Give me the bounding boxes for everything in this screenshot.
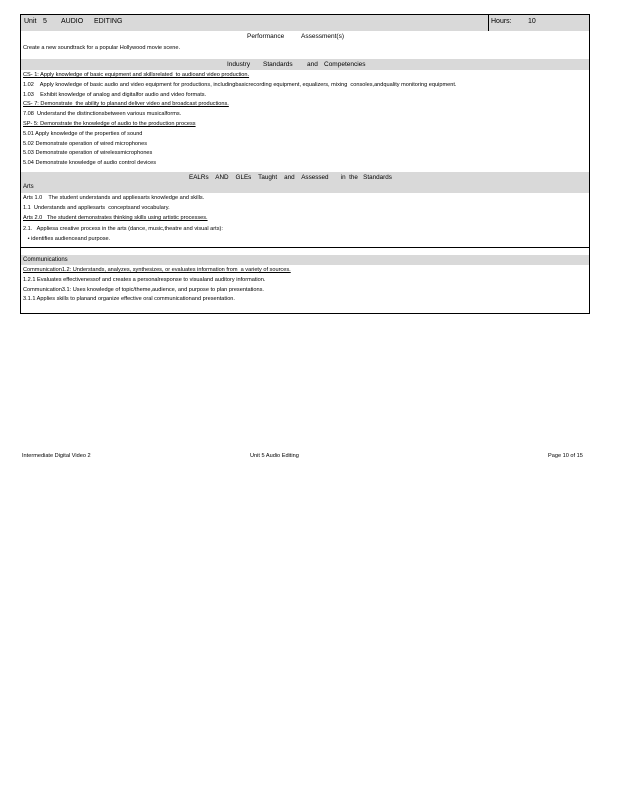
industry-standard-line: CS- 1: Apply knowledge of basic equipment and skillsrelated to audioand video production.: [23, 72, 250, 78]
arts-standard-line: 2.1. Appliesa creative process in the arts (dance, music,theatre and visual arts):: [23, 225, 223, 232]
ealrs-title-band: [21, 172, 589, 193]
communications-standard-line: Communication1.2: Understands, analyzes, synthesizes, or evaluates information from a variety of sources.: [23, 267, 291, 273]
performance-title-2: Assessment(s): [301, 33, 344, 40]
communications-band: [21, 255, 589, 265]
performance-text: Create a new soundtrack for a popular Hollywood movie scene.: [23, 45, 181, 51]
industry-title-band: [21, 59, 589, 70]
unit-document-frame: [20, 14, 590, 314]
industry-standard-line: 5.02 Demonstrate operation of wired microphones: [23, 140, 148, 147]
communications-standard-line: 1.2.1 Evaluates effectivenessof and creates a personalresponse to visualand auditory information.: [23, 276, 266, 283]
industry-title-1: Industry: [227, 61, 251, 68]
industry-standard-line: 1.03 Exhibit knowledge of analog and digitalfor audio and video formats.: [23, 91, 207, 98]
industry-standard-line: 5.04 Demonstrate knowledge of audio control devices: [23, 160, 157, 167]
performance-title-1: Performance: [247, 33, 285, 40]
industry-title-2: Standards: [263, 61, 293, 68]
communications-standard-line: Communication3.1: Uses knowledge of topic/theme,audience, and purpose to plan presentations.: [23, 286, 264, 293]
arts-standard-line: • identifies audienceand purpose.: [23, 235, 111, 242]
arts-label: Arts: [23, 184, 34, 190]
communications-label: Communications: [23, 257, 68, 263]
footer-unit: Unit 5 Audio Editing: [250, 453, 299, 459]
footer-page-number: Page 10 of 15: [548, 453, 583, 459]
industry-standard-line: SP- 5: Demonstrate the knowledge of audio to the production process: [23, 121, 196, 127]
industry-standard-line: CS- 7: Demonstrate the ability to planand deliver video and broadcast productions.: [23, 101, 229, 108]
industry-standard-line: 1.02 Apply knowledge of basic audio and video equipment for productions, includingbasicrecording equipment, equalizers, mixing consoles,andquality monitoring equipment.: [23, 81, 457, 88]
industry-standard-line: 5.01 Apply knowledge of the properties of sound: [23, 130, 143, 137]
hours-label: Hours:: [491, 18, 512, 25]
arts-standard-line: Arts 2.0 The student demonstrates thinking skills using artistic processes.: [23, 215, 208, 222]
unit-label: Unit: [24, 18, 37, 25]
section-divider: [21, 247, 589, 248]
industry-standard-line: 5.03 Demonstrate operation of wirelessmicrophones: [23, 150, 153, 157]
unit-title-word-1: AUDIO: [61, 18, 84, 25]
industry-title-3: and: [307, 61, 318, 68]
arts-standard-line: Arts 1.0 The student understands and appliesarts knowledge and skills.: [23, 195, 205, 201]
performance-title-band: [21, 31, 589, 42]
unit-number: 5: [43, 18, 47, 25]
industry-standard-line: 7.08 Understand the distinctionsbetween various musicalforms.: [23, 111, 182, 118]
unit-title-word-2: EDITING: [94, 18, 123, 25]
unit-header-bar: [21, 15, 589, 31]
arts-standard-line: 1.1 Understands and appliesarts conceptsand vocabulary.: [23, 205, 170, 212]
industry-title-4: Competencies: [324, 61, 366, 68]
footer-course: Intermediate Digital Video 2: [22, 453, 91, 459]
hours-value: 10: [528, 18, 536, 25]
communications-standard-line: 3.1.1 Applies skills to planand organize effective oral communicationand presentation.: [23, 296, 235, 303]
hours-divider: [488, 15, 489, 31]
ealrs-title: EALRs AND GLEs Taught and Assessed in the Standards: [189, 174, 392, 181]
